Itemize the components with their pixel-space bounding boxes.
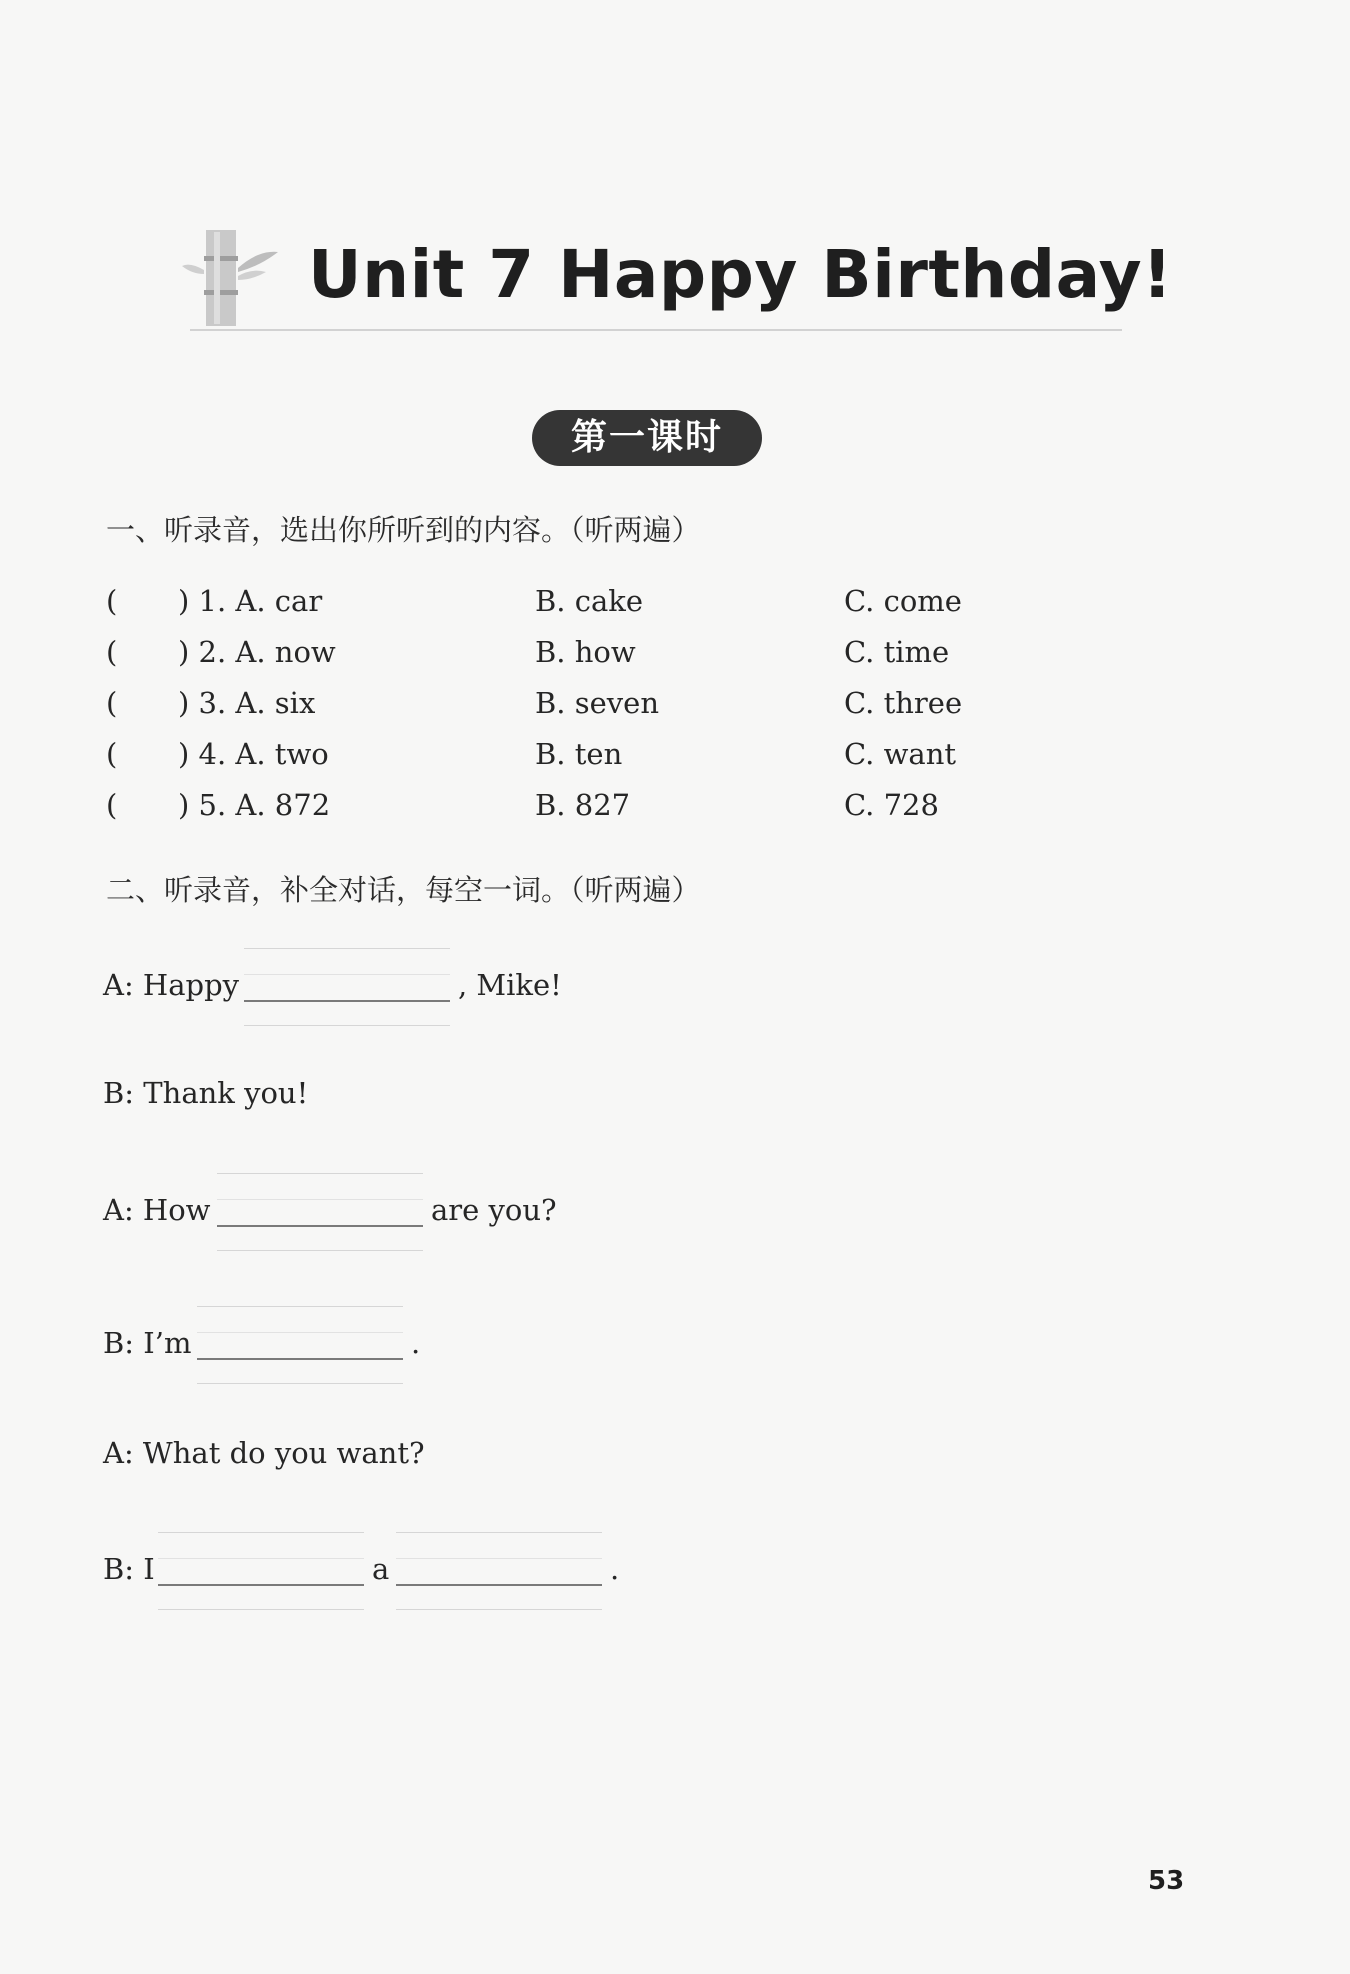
question-stem: ) 4. A. two: [178, 737, 329, 771]
question-row: [106, 788, 1006, 828]
dialogue-line: B: Thank you!: [103, 1076, 309, 1110]
question-row: [106, 737, 1006, 777]
option-c: C. time: [844, 635, 950, 669]
answer-paren[interactable]: (: [106, 584, 118, 618]
dialogue-line-suffix: .: [610, 1552, 620, 1586]
dialogue-line: A: What do you want?: [103, 1436, 425, 1470]
question-row: [106, 635, 1006, 675]
page-number: 53: [1148, 1866, 1185, 1896]
answer-blank[interactable]: [244, 948, 450, 1026]
question-stem: ) 2. A. now: [178, 635, 336, 669]
option-b: B. ten: [535, 737, 623, 771]
option-c: C. 728: [844, 788, 939, 822]
dialogue-line-prefix: B: I’m: [103, 1326, 192, 1360]
title-divider: [190, 329, 1122, 331]
question-row: [106, 686, 1006, 726]
option-b: B. cake: [535, 584, 644, 618]
answer-blank[interactable]: [158, 1532, 364, 1610]
answer-blank[interactable]: [197, 1306, 403, 1384]
bamboo-icon: [180, 228, 280, 328]
option-c: C. come: [844, 584, 962, 618]
question-stem: ) 5. A. 872: [178, 788, 331, 822]
answer-paren[interactable]: (: [106, 686, 118, 720]
lesson-badge: 第一课时: [532, 410, 762, 466]
unit-header: [180, 228, 1173, 338]
question-row: [106, 584, 1006, 624]
section2-heading: 二、听录音，补全对话，每空一词。（听两遍）: [106, 873, 701, 907]
answer-paren[interactable]: (: [106, 635, 118, 669]
dialogue-line-middle: a: [372, 1552, 390, 1586]
option-c: C. three: [844, 686, 963, 720]
question-stem: ) 3. A. six: [178, 686, 316, 720]
dialogue-line-prefix: A: Happy: [103, 968, 240, 1002]
answer-blank[interactable]: [396, 1532, 602, 1610]
option-b: B. 827: [535, 788, 631, 822]
question-stem: ) 1. A. car: [178, 584, 323, 618]
unit-title: Unit 7 Happy Birthday!: [308, 236, 1173, 313]
answer-paren[interactable]: (: [106, 737, 118, 771]
dialogue-line-suffix: are you?: [431, 1193, 557, 1227]
dialogue-line-prefix: A: How: [103, 1193, 211, 1227]
option-c: C. want: [844, 737, 957, 771]
dialogue-line-prefix: B: I: [103, 1552, 155, 1586]
dialogue-line-suffix: .: [411, 1326, 421, 1360]
option-b: B. how: [535, 635, 636, 669]
answer-paren[interactable]: (: [106, 788, 118, 822]
option-b: B. seven: [535, 686, 660, 720]
dialogue-line-suffix: , Mike!: [458, 968, 562, 1002]
section1-heading: 一、听录音，选出你所听到的内容。（听两遍）: [106, 513, 701, 547]
answer-blank[interactable]: [217, 1173, 423, 1251]
